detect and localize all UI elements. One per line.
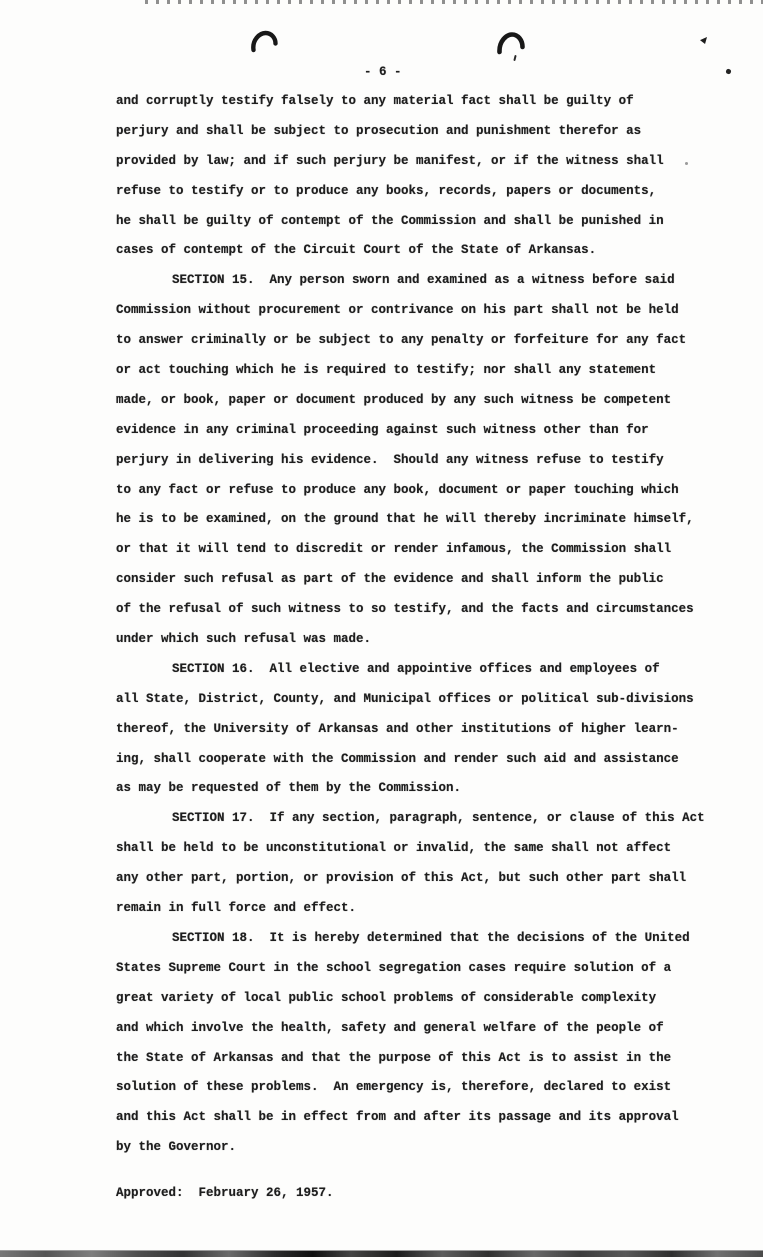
paragraph-section-17 (116, 804, 736, 924)
text-line: the State of Arkansas and that the purpose of this Act is to assist in the (116, 1050, 672, 1065)
text-line: States Supreme Court in the school segregation cases require solution of a (116, 960, 672, 975)
section-heading-line: SECTION 18. It is hereby determined that the decisions of the United (172, 930, 690, 945)
text-line: to any fact or refuse to produce any book, document or paper touching which (116, 482, 679, 497)
text-line: any other part, portion, or provision of this Act, but such other part shall (116, 871, 687, 886)
text-line: refuse to testify or to produce any books, records, papers or documents, (116, 183, 657, 198)
paragraph-section-15 (116, 266, 736, 655)
page-number: - 6 - (364, 65, 402, 79)
paragraph-section-18 (116, 924, 736, 1163)
text-line: Commission without procurement or contrivance on his part shall not be held (116, 303, 679, 318)
text-line: perjury and shall be subject to prosecution and punishment therefor as (116, 123, 642, 138)
text-line: or act touching which he is required to testify; nor shall any statement (116, 363, 657, 378)
text-line: solution of these problems. An emergency is, therefore, declared to exist (116, 1080, 672, 1095)
text-line: perjury in delivering his evidence. Should any witness refuse to testify (116, 452, 664, 467)
text-line: all State, District, County, and Municipal offices or political sub-divisions (116, 691, 694, 706)
scan-edge-band (0, 1250, 763, 1257)
text-line: provided by law; and if such perjury be manifest, or if the witness shall (116, 153, 664, 168)
document-body (116, 87, 736, 1163)
text-line: ing, shall cooperate with the Commission and render such aid and assistance (116, 751, 679, 766)
text-line: shall be held to be unconstitutional or invalid, the same shall not affect (116, 841, 672, 856)
text-line: consider such refusal as part of the evidence and shall inform the public (116, 572, 664, 587)
text-line: under which such refusal was made. (116, 632, 372, 647)
pen-arc-mark-right-icon (496, 31, 526, 61)
section-heading-line: SECTION 15. Any person sworn and examined as a witness before said (172, 273, 675, 288)
text-line: great variety of local public school problems of considerable complexity (116, 990, 657, 1005)
text-line: he shall be guilty of contempt of the Commission and shall be punished in (116, 213, 664, 228)
perforation-dots (145, 0, 763, 4)
paragraph-section-16 (116, 655, 736, 804)
section-heading-line: SECTION 17. If any section, paragraph, sentence, or clause of this Act (172, 811, 705, 826)
text-line: and this Act shall be in effect from and after its passage and its approval (116, 1110, 679, 1125)
text-line: or that it will tend to discredit or render infamous, the Commission shall (116, 542, 672, 557)
text-line: made, or book, paper or document produced by any such witness be competent (116, 392, 672, 407)
text-line: cases of contempt of the Circuit Court of the State of Arkansas. (116, 243, 597, 258)
ink-speck-icon (700, 37, 707, 44)
paragraph-continuation (116, 87, 736, 266)
text-line: thereof, the University of Arkansas and other institutions of higher learn- (116, 721, 679, 736)
text-line: he is to be examined, on the ground that he will thereby incriminate himself, (116, 512, 694, 527)
ink-dot-icon (725, 68, 731, 74)
pen-arc-mark-left-icon (250, 30, 278, 58)
section-heading-line: SECTION 16. All elective and appointive offices and employees of (172, 661, 660, 676)
text-line: by the Governor. (116, 1140, 237, 1155)
approval-date-line: Approved: February 26, 1957. (116, 1186, 334, 1200)
text-line: remain in full force and effect. (116, 901, 357, 916)
text-line: and which involve the health, safety and general welfare of the people of (116, 1020, 664, 1035)
text-line: of the refusal of such witness to so testify, and the facts and circumstances (116, 602, 694, 617)
text-line: to answer criminally or be subject to any penalty or forfeiture for any fact (116, 333, 687, 348)
text-line: and corruptly testify falsely to any material fact shall be guilty of (116, 94, 634, 108)
text-line: as may be requested of them by the Commission. (116, 781, 462, 796)
text-line: evidence in any criminal proceeding against such witness other than for (116, 422, 649, 437)
